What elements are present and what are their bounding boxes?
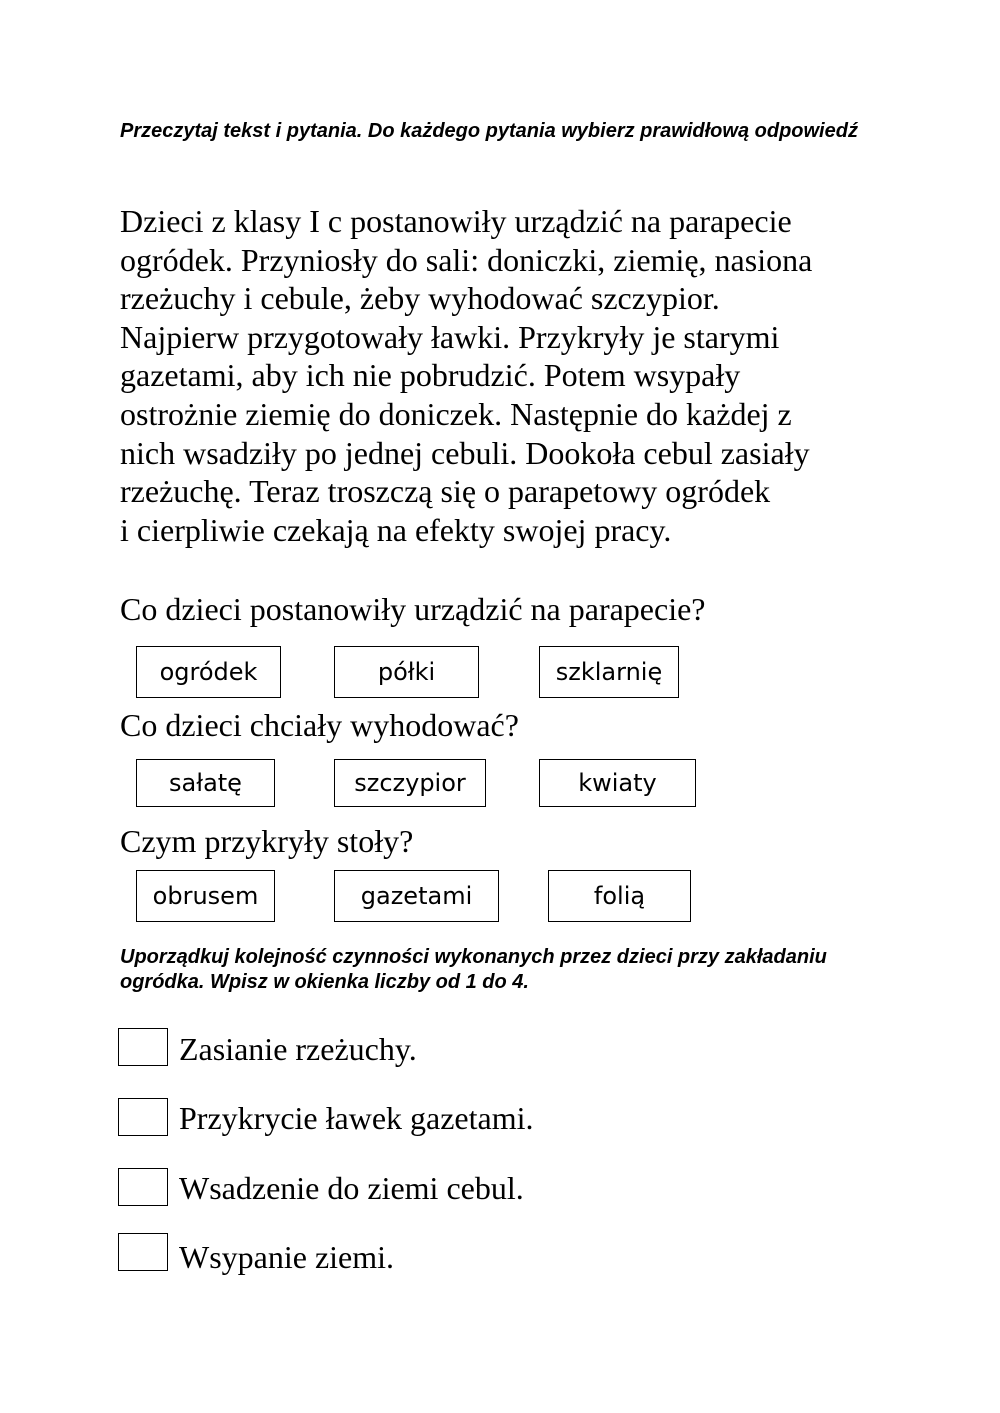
q2-option-salate[interactable]: sałatę bbox=[136, 759, 275, 807]
order-item-text: Wsypanie ziemi. bbox=[179, 1239, 395, 1275]
order-item-text: Wsadzenie do ziemi cebul. bbox=[179, 1170, 524, 1206]
q1-option-ogrodek[interactable]: ogródek bbox=[136, 646, 281, 698]
q1-option-szklarnie[interactable]: szklarnię bbox=[539, 646, 679, 698]
order-input-box[interactable] bbox=[118, 1098, 168, 1136]
instruction-heading: Przeczytaj tekst i pytania. Do każdego pytania wybierz prawidłową odpowiedź bbox=[120, 120, 858, 142]
order-item-text: Zasianie rzeżuchy. bbox=[179, 1031, 417, 1067]
story-line: gazetami, aby ich nie pobrudzić. Potem wsypały bbox=[120, 357, 741, 394]
order-input-box[interactable] bbox=[118, 1168, 168, 1206]
q3-option-folia[interactable]: folią bbox=[548, 870, 691, 922]
story-text bbox=[120, 202, 880, 549]
q3-option-obrusem[interactable]: obrusem bbox=[136, 870, 275, 922]
story-line: i cierpliwie czekają na efekty swojej pracy. bbox=[120, 511, 672, 548]
question-2-text: Co dzieci chciały wyhodować? bbox=[120, 707, 519, 743]
story-line: Najpierw przygotowały ławki. Przykryły je starymi bbox=[120, 318, 780, 355]
q1-option-polki[interactable]: półki bbox=[334, 646, 479, 698]
q3-option-gazetami[interactable]: gazetami bbox=[334, 870, 499, 922]
story-line: nich wsadziły po jednej cebuli. Dookoła cebul zasiały bbox=[120, 434, 810, 471]
story-line: ogródek. Przyniosły do sali: doniczki, ziemię, nasiona bbox=[120, 241, 813, 278]
order-input-box[interactable] bbox=[118, 1028, 168, 1066]
order-input-box[interactable] bbox=[118, 1233, 168, 1271]
order-item-text: Przykrycie ławek gazetami. bbox=[179, 1100, 534, 1136]
question-1-text: Co dzieci postanowiły urządzić na parapecie? bbox=[120, 591, 706, 627]
story-line: rzeżuchę. Teraz troszczą się o parapetowy ogródek bbox=[120, 473, 771, 510]
q2-option-szczypior[interactable]: szczypior bbox=[334, 759, 486, 807]
story-line: ostrożnie ziemię do doniczek. Następnie do każdej z bbox=[120, 395, 792, 432]
q2-option-kwiaty[interactable]: kwiaty bbox=[539, 759, 696, 807]
ordering-instruction: Uporządkuj kolejność czynności wykonanych przez dzieci przy zakładaniu ogródka. Wpisz w okienka liczby od 1 do 4. bbox=[120, 946, 827, 993]
story-line: Dzieci z klasy I c postanowiły urządzić na parapecie bbox=[120, 203, 792, 239]
story-line: rzeżuchy i cebule, żeby wyhodować szczypior. bbox=[120, 280, 720, 317]
question-3-text: Czym przykryły stoły? bbox=[120, 823, 414, 859]
